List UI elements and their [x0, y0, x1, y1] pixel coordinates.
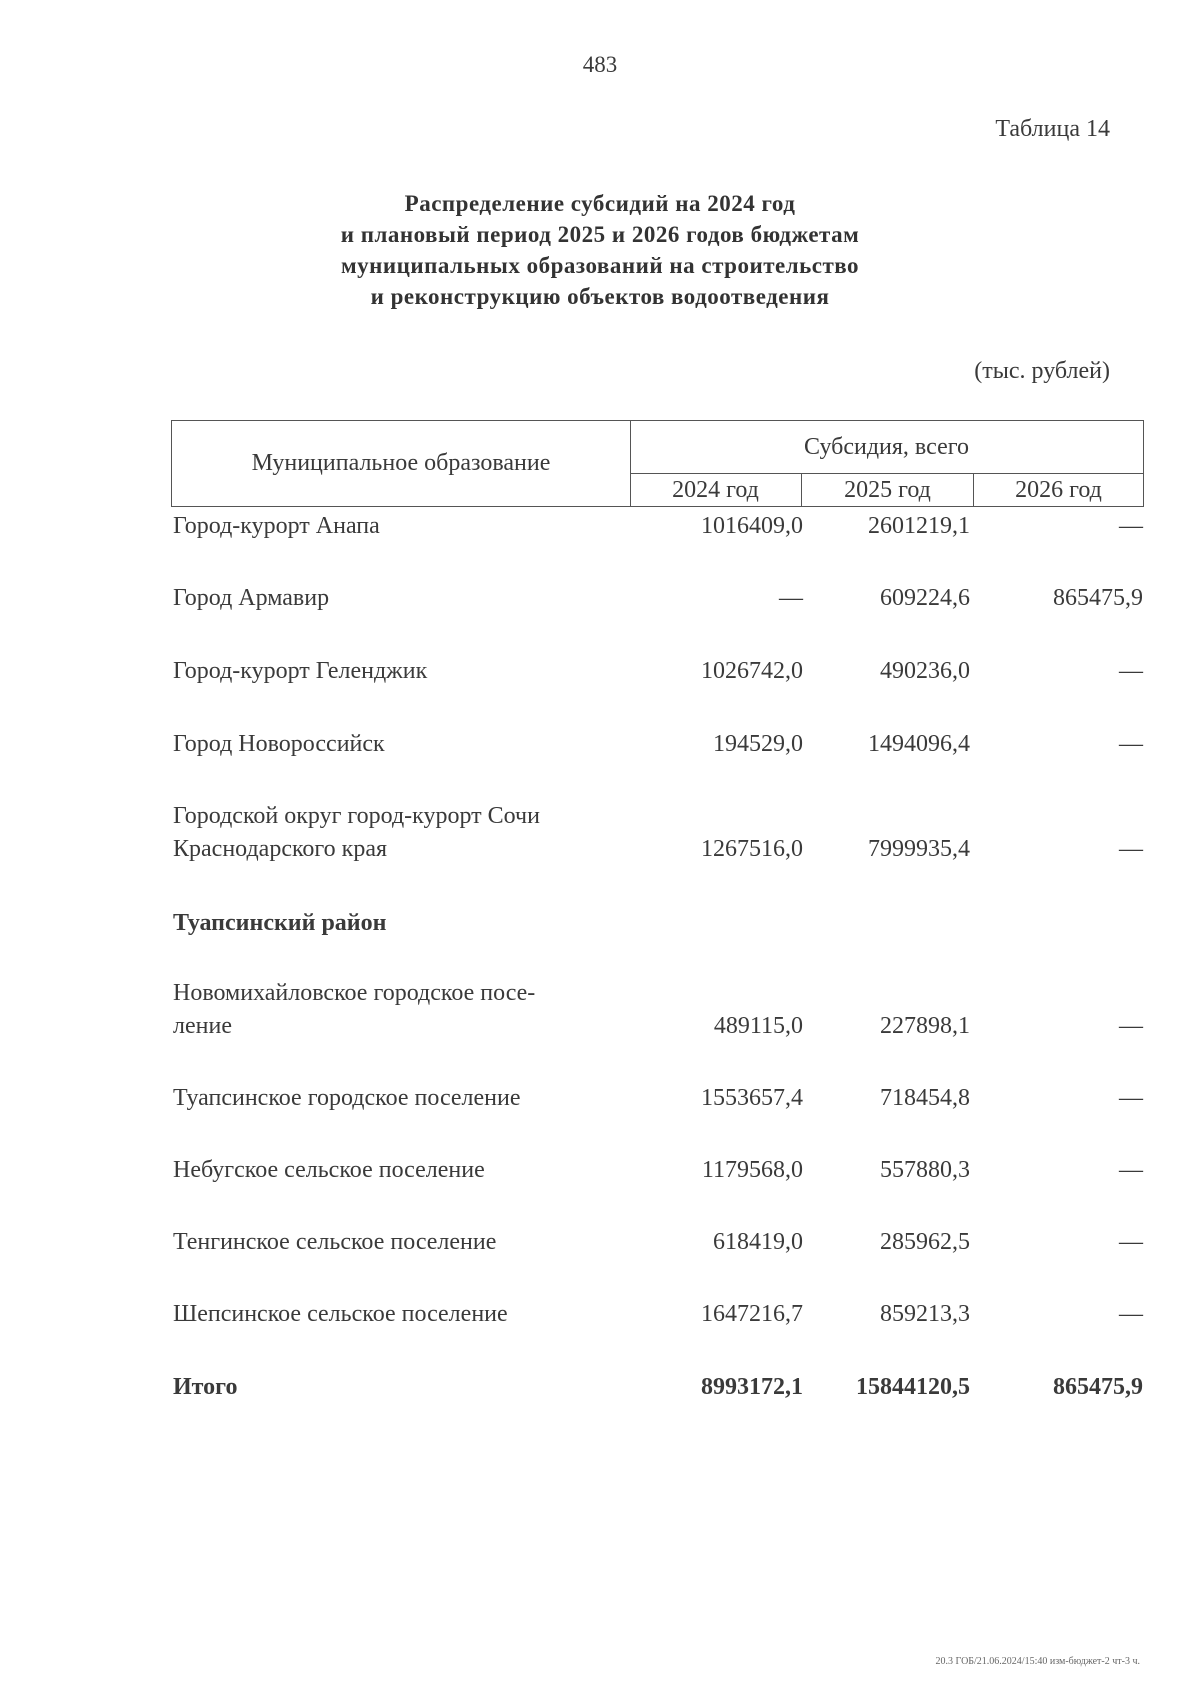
value-2024: 1647216,7	[701, 1301, 803, 1327]
value-2025: 490236,0	[880, 658, 970, 684]
title-line: муниципальных образований на строительство	[340, 253, 860, 278]
value-2026: —	[1119, 731, 1143, 757]
title-line: и плановый период 2025 и 2026 годов бюджетам	[340, 222, 860, 247]
value-2025: 557880,3	[880, 1157, 970, 1183]
row-name: Город Новороссийск	[173, 731, 385, 757]
value-2025: 609224,6	[880, 585, 970, 611]
value-2024: 1179568,0	[701, 1157, 803, 1183]
row-name: Небугское сельское поселение	[173, 1157, 485, 1183]
value-2024: —	[779, 585, 803, 611]
row-name: Тенгинское сельское поселение	[173, 1229, 497, 1255]
value-2026: —	[1119, 1229, 1143, 1255]
document-title	[0, 188, 1200, 312]
units-label: (тыс. рублей)	[974, 358, 1110, 384]
value-2025: 285962,5	[880, 1229, 970, 1255]
row-name: Шепсинское сельское поселение	[173, 1301, 508, 1327]
column-header-2025: 2025 год	[802, 474, 974, 506]
value-2024: 1553657,4	[701, 1085, 803, 1111]
value-2025: 718454,8	[880, 1085, 970, 1111]
section-name: Туапсинский район	[173, 910, 387, 936]
row-name: Туапсинское городское поселение	[173, 1085, 521, 1111]
value-2024: 1026742,0	[701, 658, 803, 684]
row-name: Город Армавир	[173, 585, 330, 611]
row-name-line: ление	[173, 1013, 232, 1039]
value-2024: 489115,0	[713, 1013, 803, 1039]
value-2026: —	[1119, 1013, 1143, 1039]
total-2026: 865475,9	[1053, 1374, 1143, 1400]
value-2024: 1016409,0	[701, 513, 803, 539]
value-2025: 227898,1	[880, 1013, 970, 1039]
total-label: Итого	[173, 1374, 238, 1400]
footer-stamp: 20.3 ГОБ/21.06.2024/15:40 изм-бюджет-2 чт-3 ч.	[935, 1656, 1140, 1667]
value-2026: —	[1119, 836, 1143, 862]
row-name-line: Краснодарского края	[173, 836, 388, 862]
row-name: Город-курорт Геленджик	[173, 658, 428, 684]
row-name	[173, 800, 643, 866]
total-2025: 15844120,5	[856, 1374, 970, 1400]
column-header-2024: 2024 год	[630, 474, 802, 506]
value-2024: 1267516,0	[701, 836, 803, 862]
column-header-municipality: Муниципальное образование	[172, 421, 631, 506]
value-2025: 859213,3	[880, 1301, 970, 1327]
value-2026: —	[1119, 1301, 1143, 1327]
value-2024: 618419,0	[713, 1229, 803, 1255]
row-name	[173, 977, 643, 1043]
value-2026: —	[1119, 1157, 1143, 1183]
title-line: Распределение субсидий на 2024 год	[404, 191, 796, 216]
value-2026: 865475,9	[1053, 585, 1143, 611]
column-header-2026: 2026 год	[1015, 476, 1102, 503]
table-header	[171, 420, 1144, 507]
column-header-subsidy: Субсидия, всего	[630, 421, 1143, 474]
value-2025: 2601219,1	[868, 513, 970, 539]
value-2024: 194529,0	[713, 731, 803, 757]
value-2025: 1494096,4	[868, 731, 970, 757]
table-label: Таблица 14	[995, 116, 1110, 142]
value-2026: —	[1119, 1085, 1143, 1111]
value-2025: 7999935,4	[868, 836, 970, 862]
row-name: Город-курорт Анапа	[173, 513, 380, 539]
row-name-line: Городской округ город-курорт Сочи	[173, 803, 540, 829]
value-2026: —	[1119, 513, 1143, 539]
row-name-line: Новомихайловское городское посе-	[173, 980, 536, 1006]
title-line: и реконструкцию объектов водоотведения	[370, 284, 830, 309]
total-2024: 8993172,1	[701, 1374, 803, 1400]
value-2026: —	[1119, 658, 1143, 684]
page-number: 483	[582, 52, 618, 77]
